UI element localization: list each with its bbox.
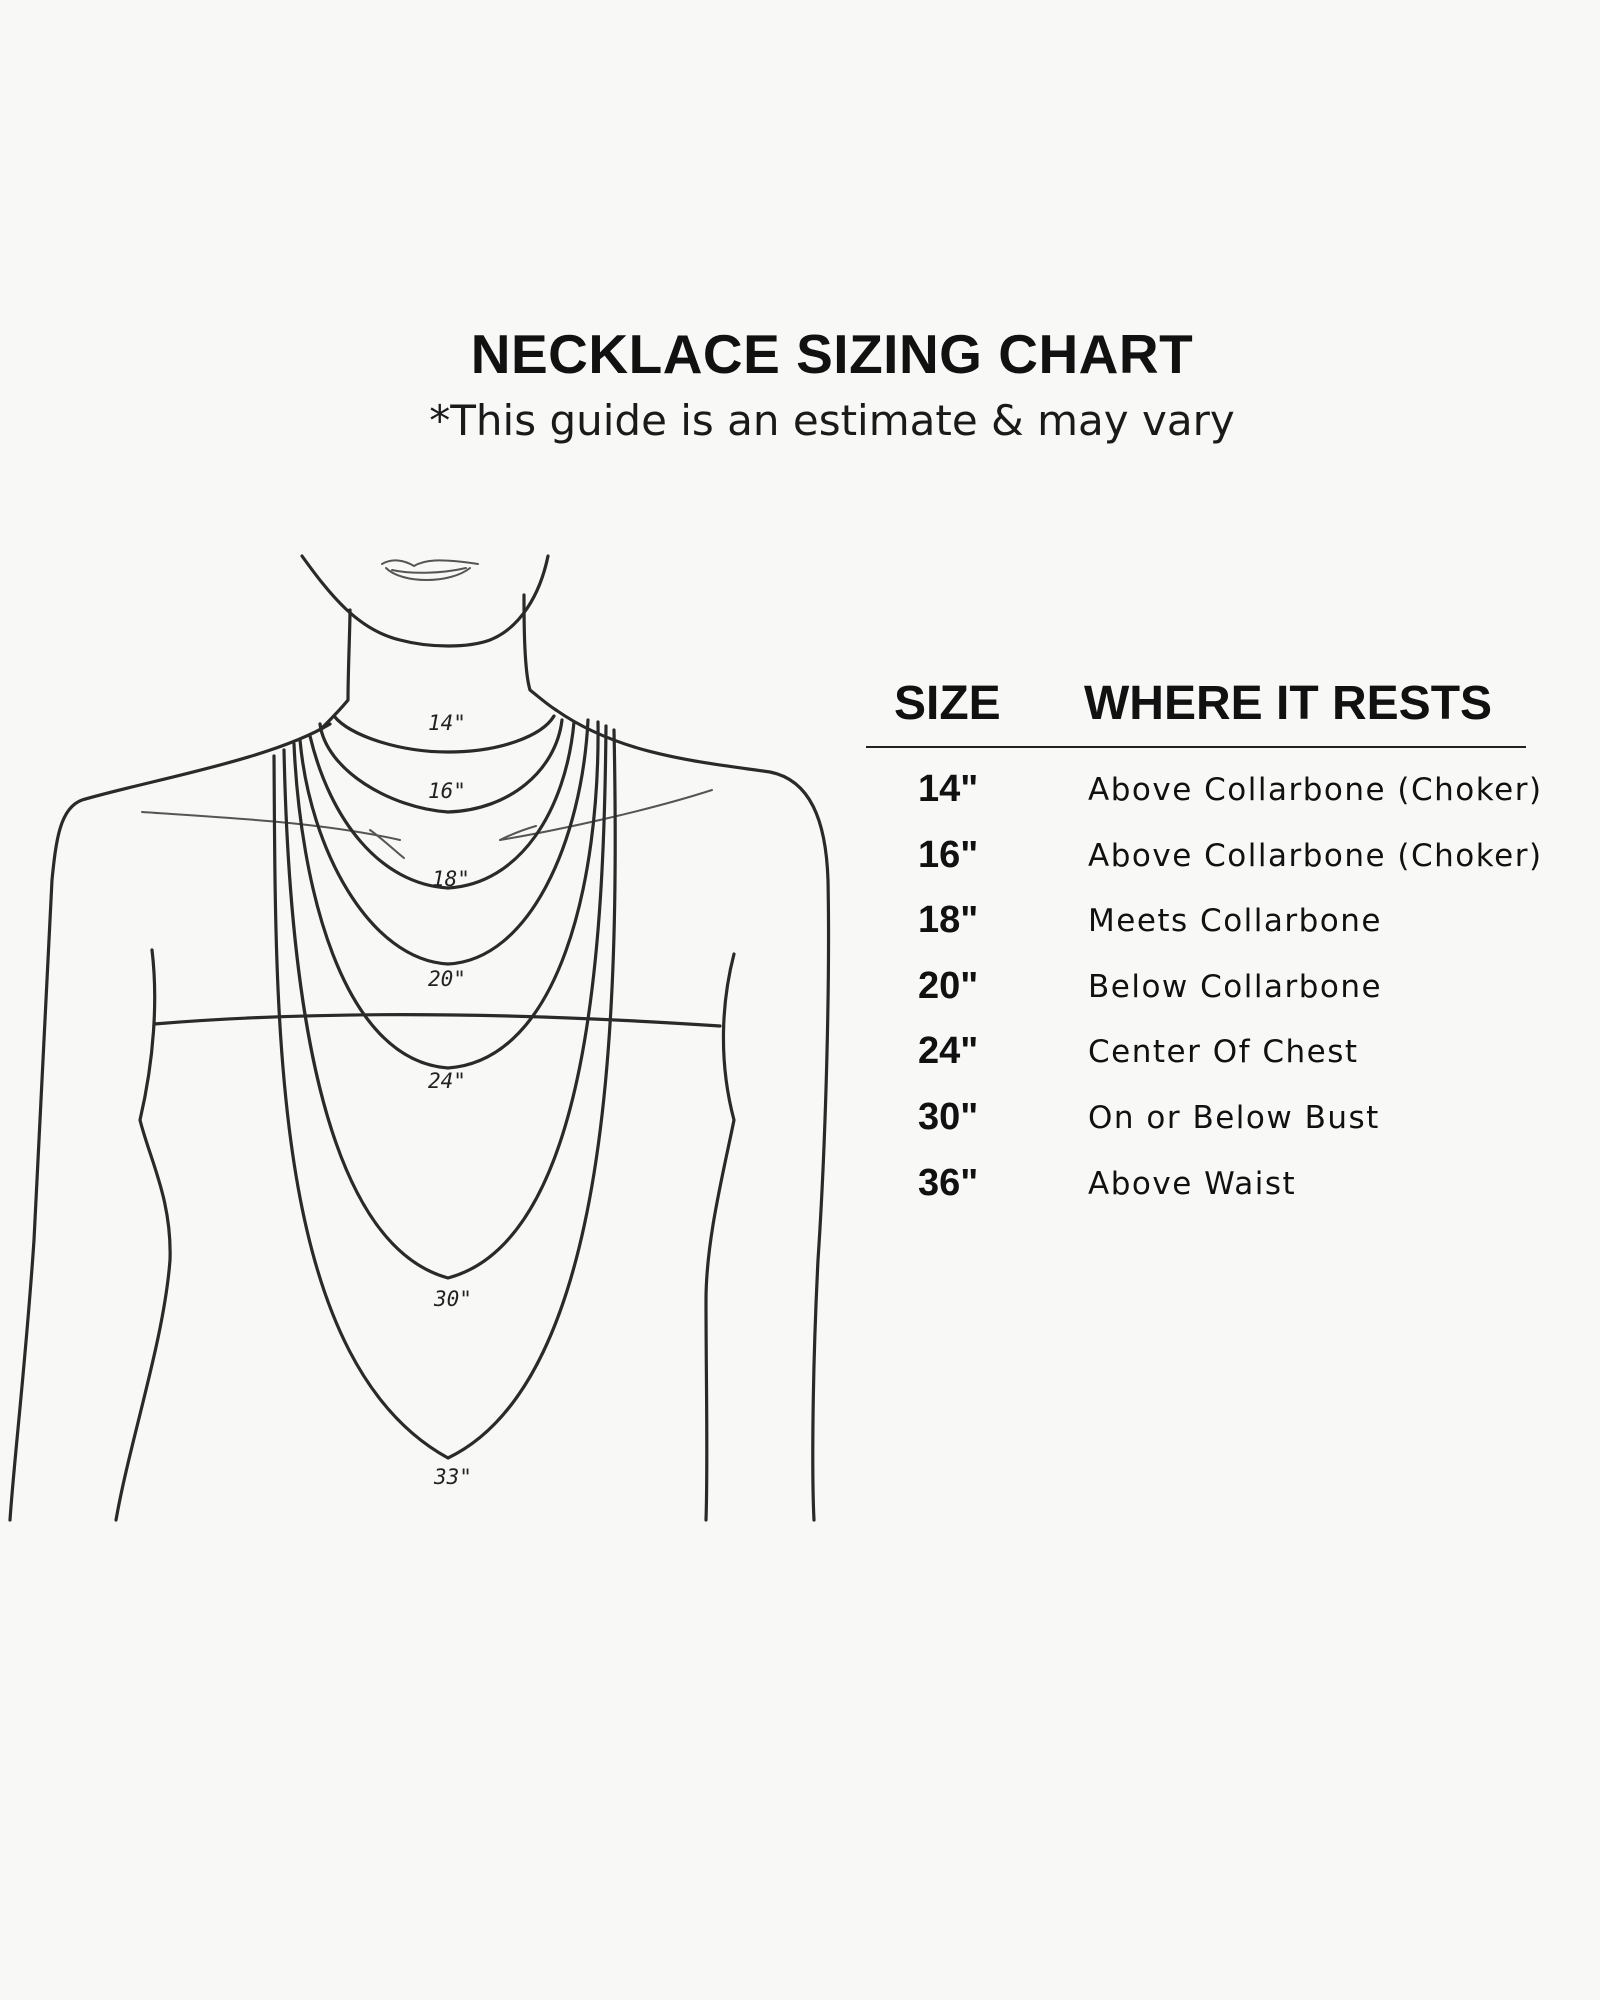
- chain-label-20: 20": [428, 967, 466, 991]
- rest-position: On or Below Bust: [1088, 1099, 1380, 1136]
- chain-label-24: 24": [428, 1069, 466, 1093]
- size-value: 18": [918, 899, 979, 942]
- chain-33: [274, 730, 615, 1458]
- size-table-body: [866, 768, 1586, 1227]
- rest-position: Above Collarbone (Choker): [1088, 772, 1543, 808]
- rest-position: Above Collarbone (Choker): [1088, 837, 1543, 874]
- chain-label-33: 33": [434, 1465, 472, 1489]
- chain-18: [310, 722, 574, 888]
- chain-label-16: 16": [428, 779, 466, 803]
- table-row: [866, 1030, 1586, 1096]
- torso-illustration: [0, 540, 860, 1540]
- collarbone-right-inner: [500, 826, 536, 840]
- size-value: 36": [918, 1161, 979, 1204]
- table-row: [866, 1096, 1586, 1162]
- collarbone-left-inner: [370, 830, 404, 858]
- table-row: [866, 834, 1586, 900]
- jaw-line: [302, 556, 548, 646]
- size-table-header: [866, 676, 1566, 746]
- table-row: [866, 768, 1586, 834]
- arm-inner-right: [706, 954, 734, 1520]
- collarbone-left: [142, 812, 400, 840]
- neck-right: [524, 595, 556, 710]
- page-subtitle: *This guide is an estimate & may vary: [429, 396, 1235, 445]
- bust-line: [154, 1015, 720, 1027]
- lip-line: [392, 568, 466, 573]
- rest-position: Center Of Chest: [1088, 1034, 1359, 1071]
- rest-position: Below Collarbone: [1088, 968, 1383, 1005]
- chain-label-14: 14": [428, 711, 466, 735]
- shoulder-left: [10, 724, 330, 1520]
- size-value: 30": [918, 1095, 979, 1138]
- size-value: 14": [918, 768, 979, 810]
- chain-30: [284, 726, 606, 1278]
- table-row: [866, 965, 1586, 1031]
- neck-left: [320, 610, 350, 730]
- table-row: [866, 1162, 1586, 1228]
- column-header-size: SIZE: [894, 677, 1001, 730]
- arm-inner-left: [116, 950, 170, 1520]
- column-header-where: WHERE IT RESTS: [1084, 677, 1493, 730]
- shoulder-right: [556, 710, 829, 1520]
- table-row: [866, 899, 1586, 965]
- size-value: 16": [918, 833, 979, 876]
- page-title: NECKLACE SIZING CHART: [470, 323, 1194, 385]
- header-divider: [866, 746, 1526, 748]
- chain-label-30: 30": [434, 1287, 472, 1311]
- upper-lip: [382, 560, 478, 566]
- size-value: 20": [918, 964, 979, 1007]
- rest-position: Above Waist: [1088, 1165, 1297, 1202]
- chain-20: [300, 720, 588, 964]
- size-value: 24": [918, 1030, 979, 1073]
- rest-position: Meets Collarbone: [1088, 903, 1382, 940]
- chain-label-18: 18": [432, 867, 470, 891]
- size-table: [866, 676, 1566, 1204]
